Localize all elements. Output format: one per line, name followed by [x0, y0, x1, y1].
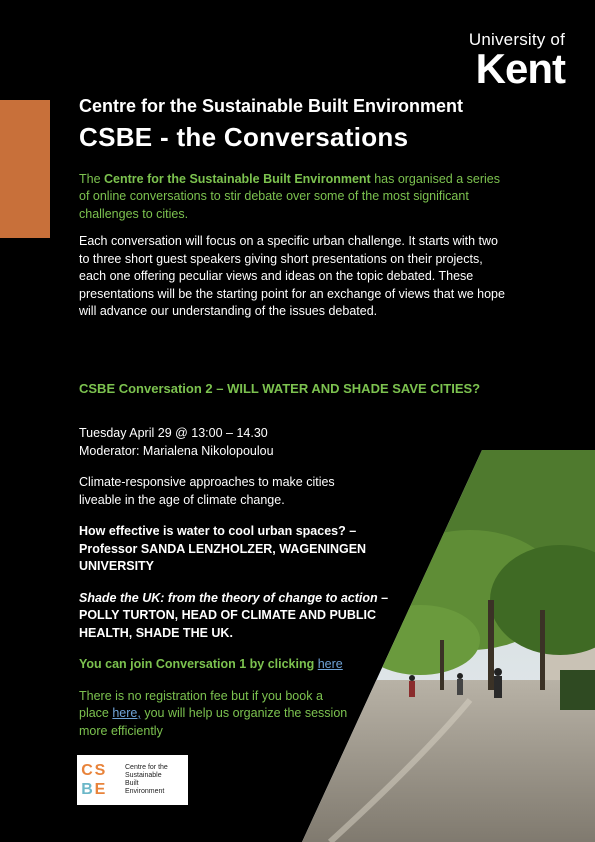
talk2-title: Shade the UK: from the theory of change to action: [79, 590, 378, 605]
csbe-logo-tile: S: [94, 761, 106, 779]
csbe-logo-tile: B: [81, 780, 93, 798]
join-text: You can join Conversation 1 by clicking: [79, 657, 318, 671]
intro-post: has organised a series of online conversations to stir debate over some of the most significant challenges to cities.: [79, 171, 500, 221]
talk2-speaker: – POLLY TURTON, HEAD OF CLIMATE AND PUBLIC HEALTH, SHADE THE UK.: [79, 590, 389, 640]
header-block: [79, 95, 509, 321]
logo-line1: University of: [468, 30, 565, 49]
csbe-logo-tile: E: [94, 780, 106, 798]
subtitle: Centre for the Sustainable Built Environment: [79, 96, 464, 116]
event-summary: Climate-responsive approaches to make cities liveable in the age of climate change.: [79, 475, 335, 507]
talk1: How effective is water to cool urban spaces? – Professor SANDA LENZHOLZER, WAGENINGEN UNIVERSITY: [79, 524, 367, 573]
csbe-logo-tile: C: [81, 761, 93, 779]
event-date: Tuesday April 29 @ 13:00 – 14.30: [79, 426, 268, 440]
csbe-logo: [77, 755, 188, 805]
intro-bold: Centre for the Sustainable Built Environment: [104, 171, 371, 186]
csbe-text-line: Sustainable: [125, 771, 162, 779]
event-moderator: Moderator: Marialena Nikolopoulou: [79, 443, 274, 458]
registration-post: you will help us organize the session more efficiently: [79, 706, 348, 738]
csbe-logo-tile: [107, 762, 119, 780]
talk2: [79, 590, 399, 643]
csbe-text-line: Environment: [125, 788, 165, 796]
page-title: CSBE - the Conversations: [79, 121, 409, 152]
join-line: [79, 656, 409, 674]
registration-link[interactable]: here,: [112, 706, 141, 720]
csbe-text-line: Centre for the: [125, 763, 168, 771]
event-datetime: [79, 425, 409, 460]
logo-line2: Kent: [475, 45, 565, 92]
registration-line: [79, 688, 349, 741]
intro-paragraph: [79, 171, 509, 224]
csbe-text-line: Built: [125, 780, 139, 787]
registration-pre: There is no registration fee but if you book a place: [79, 688, 323, 720]
description-paragraph: Each conversation will focus on a specific urban challenge. It starts with two to three short guest speakers giving short presentations on their projects, each one offering peculiar views and ideas on the topic debated. These presentations will be the starting point for an exchange of views that we hope will advance our understanding of the issues debated.: [79, 234, 505, 318]
csbe-logo-tile: [107, 781, 119, 799]
join-link[interactable]: here: [317, 657, 343, 671]
intro-pre: The: [79, 171, 105, 186]
csbe-logo-tiles: [81, 762, 119, 799]
event-details: [79, 425, 409, 754]
conversation-title: CSBE Conversation 2 – WILL WATER AND SHADE SAVE CITIES?: [79, 381, 481, 396]
csbe-logo-text: [125, 764, 168, 796]
